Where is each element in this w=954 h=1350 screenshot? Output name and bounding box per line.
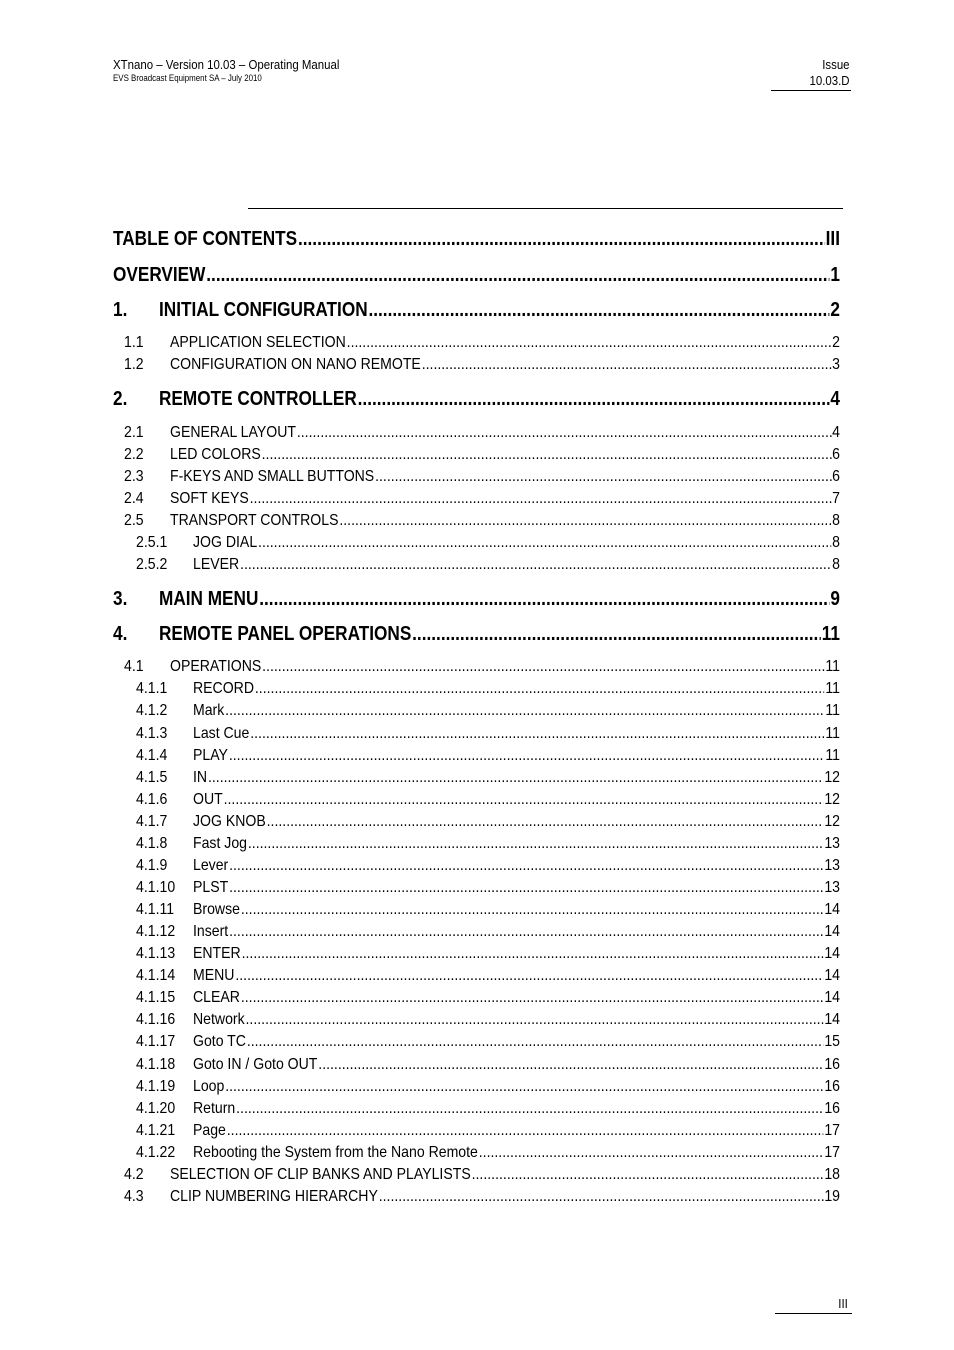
toc-entry-label: MENU bbox=[192, 967, 235, 984]
toc-entry[interactable] bbox=[124, 468, 840, 486]
toc-entry-page: 3 bbox=[832, 356, 840, 373]
toc-entry-label: RECORD bbox=[192, 680, 255, 697]
toc-entry-label: OPERATIONS bbox=[169, 658, 262, 675]
toc-dot-leader bbox=[242, 945, 824, 963]
toc-entry-label: INITIAL CONFIGURATION bbox=[158, 299, 368, 321]
toc-entry-page: 11 bbox=[825, 658, 840, 675]
toc-entry[interactable] bbox=[136, 725, 840, 743]
toc-entry-label: SOFT KEYS bbox=[169, 490, 249, 507]
toc-entry-label: PLAY bbox=[192, 747, 228, 764]
toc-entry-page: 11 bbox=[821, 623, 840, 645]
toc-entry-page: 13 bbox=[824, 879, 840, 896]
header-rule bbox=[771, 90, 851, 91]
toc-entry-number: 4.1.20 bbox=[136, 1100, 176, 1117]
toc-entry-label: OUT bbox=[192, 791, 223, 808]
toc-entry[interactable] bbox=[136, 945, 840, 963]
toc-dot-leader bbox=[368, 299, 829, 322]
toc-entry-page: 14 bbox=[824, 923, 840, 940]
toc-entry[interactable] bbox=[136, 923, 840, 941]
toc-entry-page: 13 bbox=[824, 835, 840, 852]
toc-entry-label: Last Cue bbox=[192, 725, 250, 742]
toc-entry[interactable] bbox=[136, 702, 840, 720]
toc-entry-label: Goto TC bbox=[192, 1033, 246, 1050]
toc-entry-page: 14 bbox=[824, 901, 840, 918]
toc-entry-page: 19 bbox=[824, 1188, 840, 1205]
toc-entry-label: Return bbox=[192, 1100, 236, 1117]
toc-entry-label: Rebooting the System from the Nano Remote bbox=[192, 1144, 478, 1161]
toc-entry-page: 16 bbox=[824, 1100, 840, 1117]
toc-dot-leader bbox=[241, 901, 824, 919]
toc-dot-leader bbox=[241, 989, 824, 1007]
toc-entry-number: 4.1.6 bbox=[136, 791, 168, 808]
toc-entry-number: 4.1.3 bbox=[136, 725, 168, 742]
toc-entry-label: Goto IN / Goto OUT bbox=[192, 1056, 318, 1073]
toc-entry-page: 4 bbox=[832, 424, 840, 441]
toc-entry-page: 17 bbox=[824, 1144, 840, 1161]
toc-entry-page: 6 bbox=[832, 446, 840, 463]
toc-dot-leader bbox=[240, 556, 831, 574]
toc-dot-leader bbox=[255, 680, 825, 698]
toc-entry[interactable] bbox=[124, 1188, 840, 1206]
toc-entry-page: 11 bbox=[825, 680, 840, 697]
toc-entry-page: 8 bbox=[832, 512, 840, 529]
toc-entry[interactable] bbox=[136, 967, 840, 985]
toc-entry[interactable] bbox=[124, 490, 840, 508]
toc-entry-number: 2. bbox=[113, 388, 128, 410]
toc-entry-page: 14 bbox=[824, 945, 840, 962]
toc-dot-leader bbox=[229, 747, 825, 765]
toc-entry[interactable] bbox=[136, 1033, 840, 1051]
toc-dot-leader bbox=[235, 967, 823, 985]
toc-entry-label: Browse bbox=[192, 901, 240, 918]
toc-entry-number: 4.1.16 bbox=[136, 1011, 176, 1028]
toc-entry-label: GENERAL LAYOUT bbox=[169, 424, 296, 441]
toc-entry-number: 2.1 bbox=[124, 424, 144, 441]
toc-entry-number: 4.1.12 bbox=[136, 923, 176, 940]
toc-entry[interactable] bbox=[136, 680, 840, 698]
issue-block bbox=[804, 58, 850, 87]
toc-entry-label: Page bbox=[192, 1122, 226, 1139]
toc-dot-leader bbox=[250, 725, 824, 743]
toc-entry-number: 2.4 bbox=[124, 490, 144, 507]
toc-entry-label: ENTER bbox=[192, 945, 241, 962]
toc-entry[interactable] bbox=[136, 556, 840, 574]
toc-entry-label: JOG DIAL bbox=[192, 534, 258, 551]
toc-entry-page: 17 bbox=[824, 1122, 840, 1139]
toc-dot-leader bbox=[339, 512, 831, 530]
toc-dot-leader bbox=[246, 1011, 824, 1029]
toc-entry[interactable] bbox=[136, 857, 840, 875]
toc-entry[interactable] bbox=[136, 791, 840, 809]
toc-entry-number: 4.3 bbox=[124, 1188, 144, 1205]
toc-dot-leader bbox=[262, 446, 832, 464]
toc-entry-label: APPLICATION SELECTION bbox=[169, 334, 346, 351]
toc-dot-leader bbox=[258, 534, 831, 552]
toc-entry[interactable] bbox=[124, 424, 840, 442]
toc-entry-number: 4.1.4 bbox=[136, 747, 168, 764]
toc-entry[interactable] bbox=[136, 1144, 840, 1162]
toc-entry-page: 7 bbox=[832, 490, 840, 507]
toc-heading-entry[interactable] bbox=[113, 588, 840, 611]
toc-entry-label: Insert bbox=[192, 923, 229, 940]
toc-entry-number: 4.1.18 bbox=[136, 1056, 176, 1073]
toc-dot-leader bbox=[412, 623, 821, 646]
page-number: III bbox=[838, 1296, 848, 1311]
toc-dot-leader bbox=[259, 588, 829, 611]
issue-version: 10.03.D bbox=[809, 73, 850, 88]
toc-entry-page: 12 bbox=[824, 769, 840, 786]
toc-entry-number: 1. bbox=[113, 299, 128, 321]
toc-entry-page: 16 bbox=[824, 1078, 840, 1095]
toc-entry-page: 2 bbox=[830, 299, 840, 321]
toc-top-rule bbox=[248, 208, 843, 209]
toc-dot-leader bbox=[358, 388, 830, 411]
toc-entry-page: 18 bbox=[824, 1166, 840, 1183]
toc-entry-page: 13 bbox=[824, 857, 840, 874]
toc-entry-number: 4.1 bbox=[124, 658, 144, 675]
toc-entry[interactable] bbox=[136, 879, 840, 897]
toc-entry-page: 2 bbox=[832, 334, 840, 351]
toc-entry-page: 11 bbox=[825, 702, 840, 719]
toc-entry[interactable] bbox=[136, 1122, 840, 1140]
toc-entry-page: 8 bbox=[832, 556, 840, 573]
toc-entry-number: 4.1.19 bbox=[136, 1078, 176, 1095]
toc-entry-number: 2.5.1 bbox=[136, 534, 168, 551]
toc-entry-label: IN bbox=[192, 769, 208, 786]
toc-dot-leader bbox=[379, 1188, 824, 1206]
toc-entry-number: 1.1 bbox=[124, 334, 144, 351]
toc-entry-label: Network bbox=[192, 1011, 245, 1028]
toc-dot-leader bbox=[262, 658, 824, 676]
toc-entry[interactable] bbox=[136, 747, 840, 765]
toc-entry-page: 15 bbox=[824, 1033, 840, 1050]
toc-dot-leader bbox=[248, 835, 824, 853]
footer-rule bbox=[775, 1313, 852, 1314]
toc-dot-leader bbox=[375, 468, 831, 486]
toc-entry-label: CLIP NUMBERING HIERARCHY bbox=[169, 1188, 378, 1205]
toc-entry-label: REMOTE CONTROLLER bbox=[158, 388, 357, 410]
toc-entry[interactable] bbox=[124, 446, 840, 464]
toc-entry-page: 11 bbox=[825, 747, 840, 764]
toc-entry-number: 4.1.13 bbox=[136, 945, 176, 962]
toc-entry-number: 2.5.2 bbox=[136, 556, 168, 573]
toc-entry-number: 4.1.1 bbox=[136, 680, 168, 697]
toc-entry-page: 6 bbox=[832, 468, 840, 485]
toc-dot-leader bbox=[297, 424, 831, 442]
document-publisher: EVS Broadcast Equipment SA – July 2010 bbox=[113, 73, 262, 83]
toc-entry-number: 1.2 bbox=[124, 356, 144, 373]
toc-entry-number: 4.1.22 bbox=[136, 1144, 176, 1161]
toc-dot-leader bbox=[318, 1056, 823, 1074]
toc-dot-leader bbox=[472, 1166, 824, 1184]
toc-heading-entry[interactable] bbox=[113, 623, 840, 646]
toc-entry-number: 2.2 bbox=[124, 446, 144, 463]
toc-entry-label: Loop bbox=[192, 1078, 225, 1095]
toc-entry-number: 4.1.8 bbox=[136, 835, 168, 852]
toc-entry-number: 4.1.5 bbox=[136, 769, 168, 786]
toc-entry-page: 14 bbox=[824, 1011, 840, 1028]
toc-entry-label: PLST bbox=[192, 879, 229, 896]
toc-entry[interactable] bbox=[136, 1011, 840, 1029]
toc-dot-leader bbox=[250, 490, 832, 508]
toc-entry-label: TABLE OF CONTENTS bbox=[113, 228, 298, 250]
toc-entry-label: LEVER bbox=[192, 556, 240, 573]
toc-entry[interactable] bbox=[136, 835, 840, 853]
toc-entry-number: 4.1.7 bbox=[136, 813, 168, 830]
toc-entry-number: 4.1.2 bbox=[136, 702, 168, 719]
toc-entry-label: JOG KNOB bbox=[192, 813, 266, 830]
toc-entry-page: 11 bbox=[825, 725, 840, 742]
toc-entry-number: 2.3 bbox=[124, 468, 144, 485]
toc-dot-leader bbox=[229, 857, 823, 875]
toc-entry-label: OVERVIEW bbox=[113, 264, 206, 286]
toc-entry-label: CLEAR bbox=[192, 989, 240, 1006]
toc-dot-leader bbox=[236, 1100, 823, 1118]
toc-entry[interactable] bbox=[136, 989, 840, 1007]
toc-entry-number: 4.1.10 bbox=[136, 879, 176, 896]
toc-entry-label: LED COLORS bbox=[169, 446, 261, 463]
toc-entry-label: Fast Jog bbox=[192, 835, 247, 852]
toc-dot-leader bbox=[224, 791, 824, 809]
toc-entry-page: 9 bbox=[830, 588, 840, 610]
toc-entry-number: 4.1.14 bbox=[136, 967, 176, 984]
toc-dot-leader bbox=[298, 228, 825, 251]
toc-dot-leader bbox=[229, 923, 823, 941]
toc-entry[interactable] bbox=[136, 813, 840, 831]
toc-entry-page: 12 bbox=[824, 791, 840, 808]
toc-entry-label: Mark bbox=[192, 702, 225, 719]
toc-dot-leader bbox=[227, 1122, 824, 1140]
toc-entry-number: 4.1.17 bbox=[136, 1033, 176, 1050]
toc-dot-leader bbox=[208, 769, 824, 787]
toc-heading-entry[interactable] bbox=[113, 228, 840, 251]
toc-entry-number: 2.5 bbox=[124, 512, 144, 529]
toc-dot-leader bbox=[225, 1078, 823, 1096]
toc-entry-label: REMOTE PANEL OPERATIONS bbox=[158, 623, 412, 645]
toc-entry-number: 4.2 bbox=[124, 1166, 144, 1183]
toc-entry[interactable] bbox=[136, 1100, 840, 1118]
toc-entry-number: 4.1.9 bbox=[136, 857, 168, 874]
issue-label: Issue bbox=[822, 57, 850, 72]
toc-entry[interactable] bbox=[124, 1166, 840, 1184]
toc-heading-entry[interactable] bbox=[113, 299, 840, 322]
toc-entry-label: MAIN MENU bbox=[158, 588, 259, 610]
running-header bbox=[113, 58, 370, 83]
toc-entry-page: 8 bbox=[832, 534, 840, 551]
toc-entry-page: 14 bbox=[824, 967, 840, 984]
toc-entry[interactable] bbox=[124, 334, 840, 352]
toc-entry-label: CONFIGURATION ON NANO REMOTE bbox=[169, 356, 421, 373]
toc-entry-label: Lever bbox=[192, 857, 229, 874]
toc-entry-number: 4.1.11 bbox=[136, 901, 175, 918]
toc-entry-page: III bbox=[825, 228, 840, 250]
toc-entry[interactable] bbox=[124, 658, 840, 676]
toc-entry-page: 16 bbox=[824, 1056, 840, 1073]
toc-heading-entry[interactable] bbox=[113, 388, 840, 411]
toc-entry-number: 4. bbox=[113, 623, 128, 645]
toc-entry-page: 4 bbox=[830, 388, 840, 410]
toc-entry[interactable] bbox=[124, 356, 840, 374]
toc-entry-label: TRANSPORT CONTROLS bbox=[169, 512, 339, 529]
toc-entry-page: 12 bbox=[824, 813, 840, 830]
toc-dot-leader bbox=[267, 813, 824, 831]
toc-dot-leader bbox=[229, 879, 823, 897]
toc-entry-number: 4.1.21 bbox=[136, 1122, 176, 1139]
toc-dot-leader bbox=[225, 702, 824, 720]
toc-entry-page: 1 bbox=[830, 264, 840, 286]
toc-entry-label: F-KEYS AND SMALL BUTTONS bbox=[169, 468, 375, 485]
toc-dot-leader bbox=[247, 1033, 824, 1051]
toc-entry-number: 3. bbox=[113, 588, 128, 610]
toc-entry[interactable] bbox=[136, 1078, 840, 1096]
toc-entry[interactable] bbox=[136, 534, 840, 552]
toc-entry-page: 14 bbox=[824, 989, 840, 1006]
toc-entry[interactable] bbox=[124, 512, 840, 530]
toc-entry[interactable] bbox=[136, 769, 840, 787]
toc-dot-leader bbox=[206, 264, 829, 287]
toc-dot-leader bbox=[479, 1144, 824, 1162]
toc-entry-label: SELECTION OF CLIP BANKS AND PLAYLISTS bbox=[169, 1166, 471, 1183]
document-title: XTnano – Version 10.03 – Operating Manual bbox=[113, 57, 340, 72]
toc-heading-entry[interactable] bbox=[113, 264, 840, 287]
toc-entry-number: 4.1.15 bbox=[136, 989, 176, 1006]
toc-entry[interactable] bbox=[136, 901, 840, 919]
toc-dot-leader bbox=[347, 334, 832, 352]
toc-entry[interactable] bbox=[136, 1056, 840, 1074]
toc-dot-leader bbox=[422, 356, 832, 374]
